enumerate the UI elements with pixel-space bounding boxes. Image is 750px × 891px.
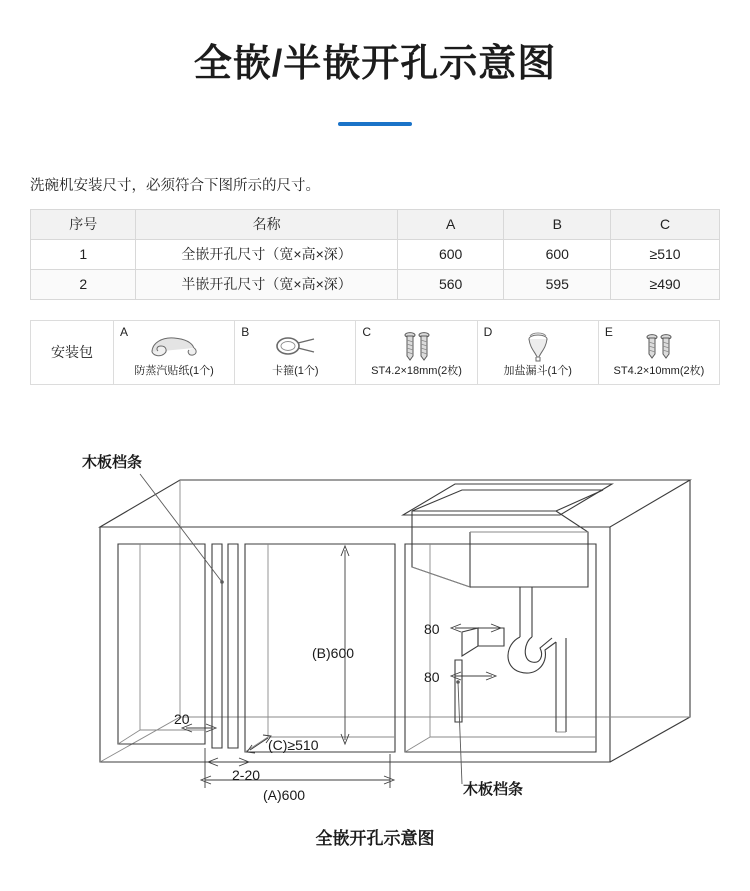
cell-c: ≥510	[611, 239, 720, 269]
accessory-item-c	[356, 321, 477, 384]
cell-name: 全嵌开孔尺寸（宽×高×深）	[136, 239, 397, 269]
cell-b: 595	[504, 269, 611, 299]
cell-b: 600	[504, 239, 611, 269]
cell-a: 560	[397, 269, 504, 299]
drain-pipe	[462, 587, 566, 732]
dimension-2-20	[208, 758, 249, 766]
label-80-lower: 80	[424, 669, 440, 685]
accessory-label-e: ST4.2×10mm(2枚)	[613, 364, 705, 377]
cabinet-left-compartment	[118, 544, 205, 744]
cell-no: 2	[31, 269, 136, 299]
cell-no: 1	[31, 239, 136, 269]
accessory-item-d	[478, 321, 599, 384]
screw-icon	[360, 330, 472, 362]
column-header-b: B	[504, 209, 611, 239]
accessory-letter-a: A	[120, 324, 129, 339]
screw-icon	[603, 330, 715, 362]
leader-wood-strip-bottom	[456, 680, 462, 784]
salt-funnel-icon	[482, 330, 594, 362]
label-height-b: (B)600	[312, 645, 355, 661]
page-title: 全嵌/半嵌开孔示意图	[193, 43, 557, 85]
label-wood-strip-bottom: 木板档条	[463, 781, 524, 798]
cabinet-drawing-svg	[0, 432, 750, 862]
column-header-a: A	[397, 209, 504, 239]
accessory-label-b: 卡箍(1个)	[272, 364, 319, 377]
label-2-20: 2-20	[232, 767, 261, 783]
table-row	[31, 239, 720, 269]
accessory-item-b	[235, 321, 356, 384]
steam-proof-sticker-icon	[118, 330, 230, 362]
accessory-pack-title: 安装包	[31, 321, 114, 384]
accessory-label-a: 防蒸汽贴纸(1个)	[134, 364, 214, 377]
leader-wood-strip-top	[140, 474, 224, 584]
accessory-letter-d: D	[483, 324, 493, 339]
label-depth-c: (C)≥510	[268, 737, 319, 753]
label-80-upper: 80	[424, 621, 440, 637]
accessory-letter-e: E	[604, 324, 613, 339]
cell-c: ≥490	[611, 269, 720, 299]
cell-name: 半嵌开孔尺寸（宽×高×深）	[136, 269, 397, 299]
accessory-letter-c: C	[362, 324, 372, 339]
hose-clamp-icon	[239, 330, 351, 362]
title-underline	[338, 122, 412, 126]
cell-a: 600	[397, 239, 504, 269]
accessory-label-c: ST4.2×18mm(2枚)	[371, 364, 462, 377]
dimension-table	[30, 209, 720, 300]
label-20: 20	[174, 711, 190, 727]
table-header-row	[31, 209, 720, 239]
accessory-pack	[30, 320, 720, 385]
accessory-item-e	[599, 321, 719, 384]
label-wood-strip-top: 木板档条	[82, 454, 143, 471]
table-row	[31, 269, 720, 299]
column-header-c: C	[611, 209, 720, 239]
drawing-caption: 全嵌开孔示意图	[315, 829, 435, 848]
sink-basin	[403, 484, 612, 587]
column-header-name: 名称	[136, 209, 397, 239]
dimension-80-lower	[451, 672, 496, 680]
installation-drawing	[0, 432, 750, 891]
sink-compartment	[405, 544, 596, 752]
intro-text: 洗碗机安装尺寸，必须符合下图所示的尺寸。	[30, 177, 320, 194]
dimension-80-upper	[451, 624, 501, 632]
accessory-label-d: 加盐漏斗(1个)	[503, 364, 572, 377]
dimension-width-a	[201, 748, 394, 788]
column-header-no: 序号	[31, 209, 136, 239]
accessory-item-a	[114, 321, 235, 384]
label-width-a: (A)600	[263, 787, 306, 803]
accessory-letter-b: B	[241, 324, 250, 339]
